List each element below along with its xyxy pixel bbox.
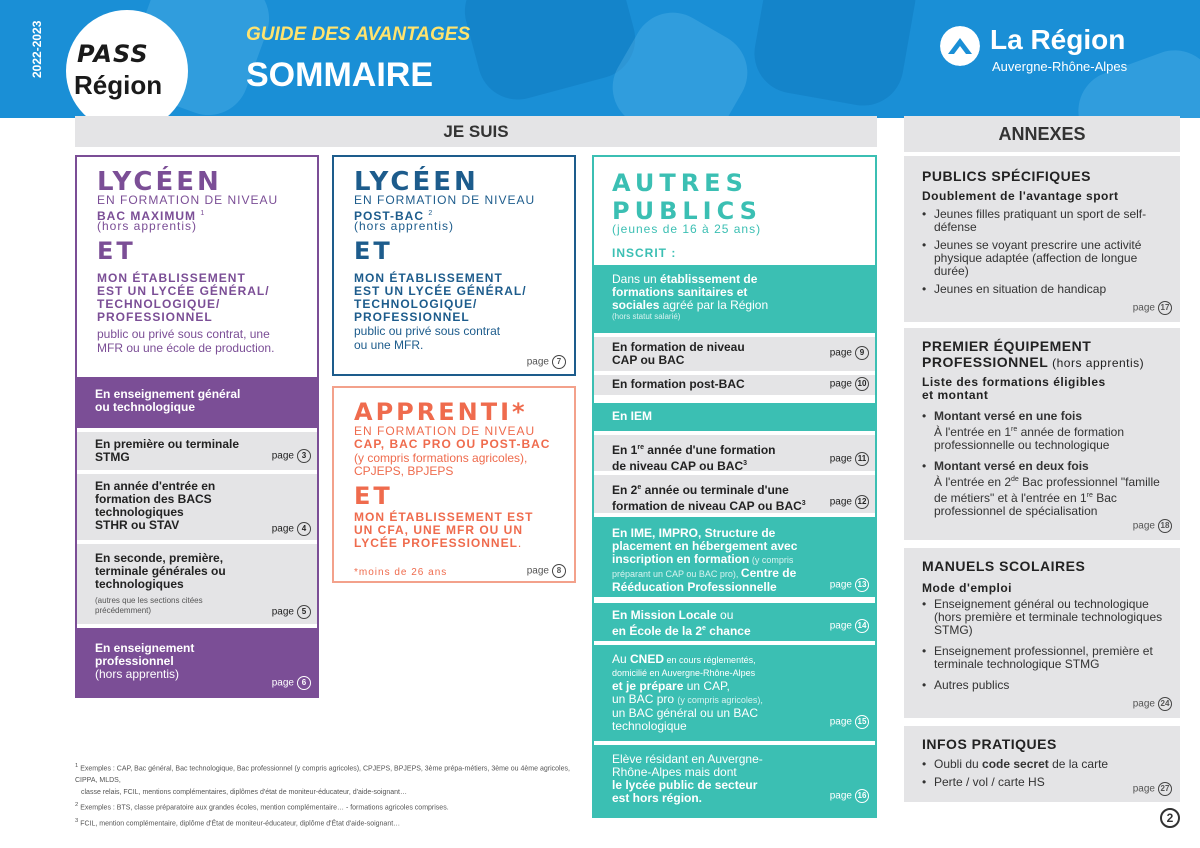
row-bacs-techno[interactable] [77,474,317,540]
page-ref[interactable]: page 27 [1133,782,1172,796]
col2-etab-line1: MON ÉTABLISSEMENT [354,271,503,285]
col3-title: APPRENTI* [354,398,528,426]
annexe-list [922,598,1172,697]
je-suis-header: JE SUIS [75,116,877,147]
col1-title: LYCÉEN [97,167,222,197]
annexe-subtitle: Liste des formations éligibles [922,375,1106,389]
row-label: En 2e année ou terminale d'une [612,483,789,497]
page-ref[interactable]: page 12 [830,495,869,509]
col2-etab-line2: EST UN LYCÉE GÉNÉRAL/ [354,284,527,298]
col4-title-line1: AUTRES [612,169,748,197]
row-label: inscription en formation (y compris [612,552,794,566]
annexe-title: PROFESSIONNEL (hors apprentis) [922,354,1145,370]
page-ref[interactable]: page 11 [830,452,869,466]
list-item: • Jeunes en situation de handicap [922,283,1170,296]
region-mountain-icon [940,26,980,66]
row-label: le lycée public de secteur [612,778,758,792]
row-label: un BAC pro (y compris agricoles), [612,692,763,706]
row-label: professionnel [95,654,174,668]
row-label: En enseignement général [95,387,241,401]
annexes-header: ANNEXES [904,116,1180,152]
footnotes [75,760,575,830]
col2-et: ET [354,237,393,265]
row-label: En année d'entrée en [95,479,216,493]
row-label: un BAC général ou un BAC [612,706,759,720]
row-label: Dans un établissement de [612,272,758,286]
region-subtitle: Auvergne-Rhône-Alpes [992,59,1128,74]
list-item: • Jeunes se voyant prescrire une activité physique adaptée (affection de longue durée) [922,239,1170,278]
page-ref[interactable]: page 24 [1133,697,1172,711]
list-item: • Autres publics [922,679,1172,692]
list-item: • Enseignement général ou technologique (hors première et terminale technologiques STMG) [922,598,1172,637]
row-label: est hors région. [612,791,703,805]
col2-title: LYCÉEN [354,167,479,197]
row-note: (hors statut salarié) [612,312,681,321]
col4-inscrit: INSCRIT : [612,246,677,260]
col3-level: CAP, BAC PRO OU POST-BAC [354,437,551,451]
annexe-infos-pratiques[interactable] [904,726,1180,802]
row-label: et je prépare un CAP, [612,679,730,693]
col1-level: BAC MAXIMUM $^1$ [97,209,206,223]
col2-etab-line4: PROFESSIONNEL [354,310,470,324]
col3-etab-line1: MON ÉTABLISSEMENT EST [354,510,534,524]
annexe-title: PREMIER ÉQUIPEMENT [922,338,1092,354]
annexe-subtitle: et montant [922,388,989,402]
col1-et: ET [97,237,136,265]
col3-jeps: CPJEPS, BPJEPS [354,464,454,478]
row-cned[interactable] [594,645,875,741]
lyceen-post-bac-panel[interactable] [332,155,576,376]
col1-body-line2: MFR ou une école de production. [97,341,275,355]
logo-pass-text: PASS [77,40,149,68]
col1-etab-line4: PROFESSIONNEL [97,310,213,324]
col3-agri: (y compris formations agricoles), [354,451,528,465]
row-label: En 1re année d'une formation [612,443,776,457]
row-note: précédemment) [95,606,152,615]
page-title: SOMMAIRE [246,56,433,94]
row-label: Au CNED en cours réglementés, [612,652,756,666]
page-ref[interactable]: page 4 [272,522,311,536]
col3-note: *moins de 26 ans [354,567,448,578]
row-label: CAP ou BAC [612,353,685,367]
row-label: terminale générales ou [95,564,226,578]
row-label: En Mission Locale ou [612,608,734,622]
row-hors-region[interactable] [594,745,875,816]
row-label: technologiques [95,505,184,519]
page-ref[interactable]: page 3 [272,449,311,463]
row-label: Elève résidant en Auvergne- [612,752,763,766]
col1-etab-line2: EST UN LYCÉE GÉNÉRAL/ [97,284,270,298]
col2-hors-apprentis: (hors apprentis) [354,219,455,233]
page-ref[interactable]: page 15 [830,715,869,729]
row-general-techno[interactable] [77,377,317,428]
page-ref[interactable]: page 16 [830,789,869,803]
row-iem[interactable] [594,403,875,431]
list-item: • Enseignement professionnel, première et terminale technologique STMG [922,645,1172,671]
annexe-list [922,208,1170,301]
page-ref[interactable]: page 8 [527,564,566,578]
logo-region-text: Région [74,70,163,100]
logo-years: 2022-2023 [30,20,44,78]
row-2e-annee[interactable] [594,475,875,513]
page-ref[interactable]: page 6 [272,676,311,690]
row-label: STMG [95,450,130,464]
row-label: sociales agréé par la Région [612,298,769,312]
page-ref[interactable]: page 17 [1133,301,1172,315]
annexe-title: MANUELS SCOLAIRES [922,558,1086,574]
page-ref[interactable]: page 5 [272,605,311,619]
footnote-3: $^3$ FCIL, mention complémentaire, diplôme d'État de moniteur-éducateur, diplôme d'État d'aide-soignant… [75,817,401,827]
list-item: • Perte / vol / carte HS [922,776,1172,789]
region-name: La Région [990,24,1126,55]
row-label: En IEM [612,409,653,423]
col2-body-line2: ou une MFR. [354,338,424,352]
page-ref[interactable]: page 9 [830,346,869,360]
annexe-subtitle: Mode d'emploi [922,581,1013,595]
col3-level-label: EN FORMATION DE NIVEAU [354,424,536,438]
list-item: • Oubli du code secret de la carte [922,758,1172,771]
annexe-manuels-scolaires[interactable] [904,548,1180,718]
col1-etab-line3: TECHNOLOGIQUE/ [97,297,221,311]
row-label: En IME, IMPRO, Structure de [612,526,776,540]
row-label: STHR ou STAV [95,518,180,532]
annexe-publics-specifiques[interactable] [904,156,1180,322]
footnote-2: $^2$ Exemples : BTS, classe préparatoire aux grandes écoles, mention complémentaire… - formations agricoles comprises. [75,802,449,812]
col2-level: POST-BAC $^2$ [354,209,434,223]
row-label: Rééducation Professionnelle [612,580,777,594]
guide-title: GUIDE DES AVANTAGES [246,24,471,45]
row-label: en École de la 2e chance [612,624,751,638]
row-enseignement-pro[interactable] [77,628,317,696]
page-number: 2 [1160,808,1180,828]
row-note: (autres que les sections citées [95,596,203,605]
row-label: En formation de niveau [612,340,745,354]
decor-shape [748,0,922,112]
row-seconde-premiere[interactable] [77,544,317,624]
col2-body-line1: public ou privé sous contrat [354,324,501,338]
list-item: • Montant versé en deux fois À l'entrée en 2de Bac professionnel "famille de métiers" et à l'entrée en 1re Bac professionnel de spécialisation [922,460,1172,518]
row-mission-locale[interactable] [594,603,875,641]
list-item: • Montant versé en une fois À l'entrée en 1re année de formation professionnelle ou technologique [922,410,1172,452]
row-1re-annee[interactable] [594,435,875,471]
row-label: préparant un CAP ou BAC pro), Centre de [612,566,797,580]
page-ref[interactable]: page 13 [830,578,869,592]
annexe-list [922,410,1172,523]
col3-et: ET [354,482,393,510]
annexe-title: INFOS PRATIQUES [922,736,1057,752]
row-label: domicilié en Auvergne-Rhône-Alpes [612,668,756,678]
row-label: (hors apprentis) [95,667,180,681]
row-label: En première ou terminale [95,437,240,451]
list-item: • Jeunes filles pratiquant un sport de self-défense [922,208,1170,234]
row-label: technologiques [95,577,184,591]
annexe-premier-equipement[interactable] [904,328,1180,540]
row-label: En seconde, première, [95,551,224,565]
col1-body-line1: public ou privé sous contrat, une [97,327,270,341]
col1-hors-apprentis: (hors apprentis) [97,219,198,233]
page-ref[interactable]: page 10 [830,377,869,391]
row-cap-bac[interactable] [594,337,875,371]
row-label: de niveau CAP ou BAC$^3$ [612,459,748,473]
row-stmg[interactable] [77,432,317,470]
row-label: technologique [612,719,687,733]
row-label: En enseignement [95,641,195,655]
row-label: formation de niveau CAP ou BAC$^3$ [612,499,806,513]
row-post-bac[interactable] [594,375,875,395]
row-label: En formation post-BAC [612,377,745,391]
col4-age: (jeunes de 16 à 25 ans) [612,222,762,236]
page-ref[interactable]: page 14 [830,619,869,633]
footnote-1: $^1$ Exemples : CAP, Bac général, Bac technologique, Bac professionnel (y compris agricoles), CPJEPS, BPJEPS, 3ème prépa-métiers, 3ème ou 4ème agricoles, CIPPA, MLDS, [75,763,570,785]
apprenti-panel[interactable] [332,386,576,583]
page-ref[interactable]: page 18 [1133,519,1172,533]
col2-level-label: EN FORMATION DE NIVEAU [354,193,536,207]
row-label: placement en hébergement avec [612,539,798,553]
col4-title-line2: PUBLICS [612,197,762,225]
col3-etab-line2: UN CFA, UNE MFR OU UN [354,523,523,537]
annexe-subtitle: Doublement de l'avantage sport [922,189,1119,203]
row-label: formation des BACS [95,492,212,506]
row-sanitaire-social[interactable] [594,265,875,333]
row-label: Rhône-Alpes mais dont [612,765,737,779]
row-label: ou technologique [95,400,195,414]
col1-level-label: EN FORMATION DE NIVEAU [97,193,279,207]
row-ime-impro[interactable] [594,517,875,597]
col1-etab-line1: MON ÉTABLISSEMENT [97,271,246,285]
page-ref[interactable]: page 7 [527,355,566,369]
annexe-title: PUBLICS SPÉCIFIQUES [922,168,1091,184]
row-label: formations sanitaires et [612,285,748,299]
col3-etab-line3: LYCÉE PROFESSIONNEL. [354,536,523,550]
footnote-1-cont: classe relais, FCIL, mentions complémentaires, diplômes d'état de moniteur-éducateur, d'aide-soignant… [81,789,408,797]
col2-etab-line3: TECHNOLOGIQUE/ [354,297,478,311]
